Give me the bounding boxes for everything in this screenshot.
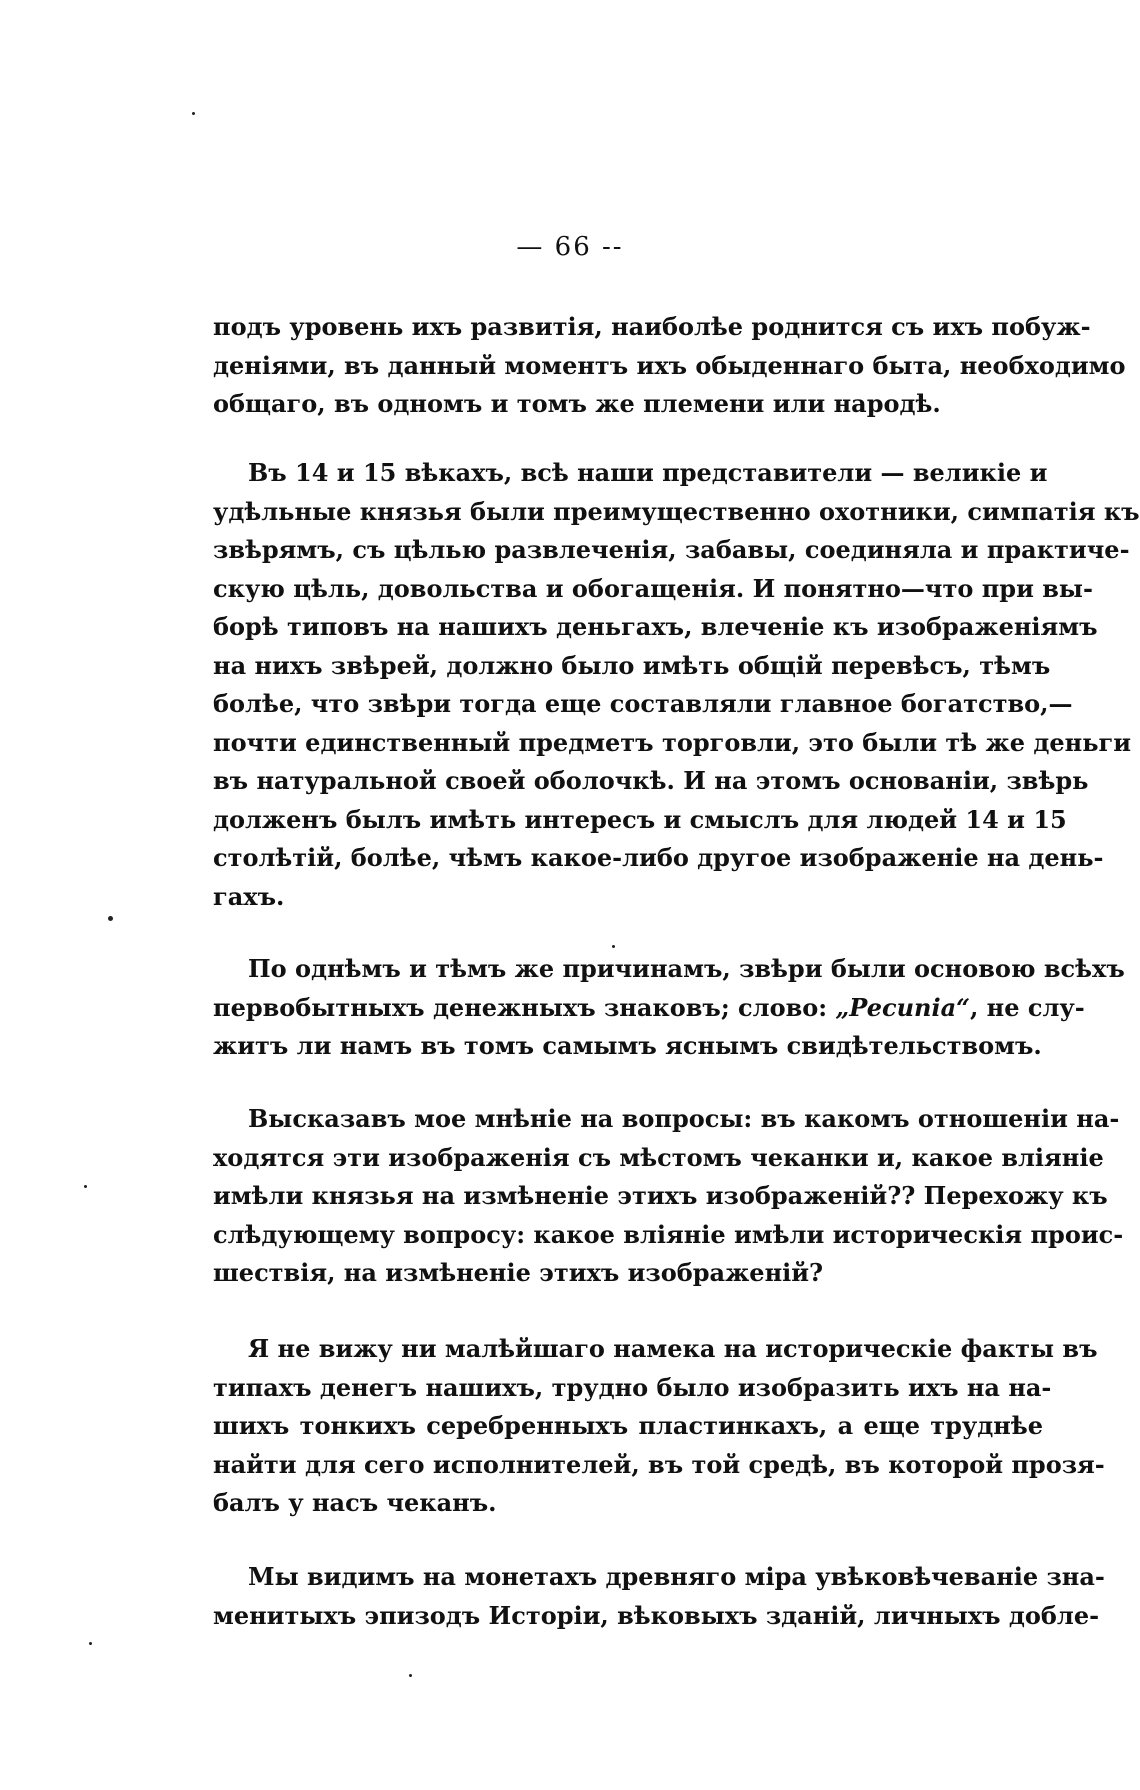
paragraph-line: Въ 14 и 15 вѣкахъ, всѣ наши представители — великіе и xyxy=(248,458,1048,487)
paragraph-line: менитыхъ эпизодъ Исторіи, вѣковыхъ зданій, личныхъ добле- xyxy=(213,1600,1100,1630)
paragraph-3 xyxy=(213,950,1125,1066)
print-speck xyxy=(612,945,615,948)
page-number: — 66 -- xyxy=(516,232,624,262)
paragraph-line: почти единственный предметъ торговли, это были тѣ же деньги xyxy=(213,727,1132,757)
print-speck xyxy=(84,1185,87,1188)
paragraph-line: звѣрямъ, съ цѣлью развлеченія, забавы, соединяла и практиче- xyxy=(213,535,1130,564)
paragraph-5 xyxy=(213,1330,1105,1523)
paragraph-line: имѣли князья на измѣненіе этихъ изображеній?? Перехожу къ xyxy=(213,1181,1108,1210)
paragraph-line xyxy=(213,989,1085,1028)
paragraph-line: деніями, въ данный моментъ ихъ обыденнаго быта, необходимо xyxy=(213,350,1126,380)
paragraph-line: въ натуральной своей оболочкѣ. И на этомъ основаніи, звѣрь xyxy=(213,766,1089,795)
paragraph-line: ходятся эти изображенія съ мѣстомъ чеканки и, какое вліяніе xyxy=(213,1142,1104,1172)
paragraph-line: борѣ типовъ на нашихъ деньгахъ, влеченіе къ изображеніямъ xyxy=(213,612,1098,641)
line-text: первобытныхъ денежныхъ знаковъ; слово: xyxy=(213,992,836,1022)
paragraph-line: житъ ли намъ въ томъ самымъ яснымъ свидѣтельствомъ. xyxy=(213,1031,1042,1060)
print-speck xyxy=(409,1674,412,1677)
paragraph-line: болѣе, что звѣри тогда еще составляли главное богатство,— xyxy=(213,689,1073,718)
paragraph-line: Высказавъ мое мнѣніе на вопросы: въ какомъ отношеніи на- xyxy=(248,1104,1120,1133)
paragraph-4 xyxy=(213,1100,1124,1293)
paragraph-line: столѣтій, болѣе, чѣмъ какое-либо другое изображеніе на день- xyxy=(213,843,1104,872)
paragraph-line: шихъ тонкихъ серебренныхъ пластинкахъ, а еще труднѣе xyxy=(213,1411,1043,1440)
paragraph-line: найти для сего исполнителей, въ той средѣ, въ которой прозя- xyxy=(213,1449,1105,1479)
paragraph-1 xyxy=(213,308,1126,424)
paragraph-line: долженъ былъ имѣть интересъ и смыслъ для людей 14 и 15 xyxy=(213,804,1067,834)
paragraph-line: на нихъ звѣрей, должно было имѣть общій перевѣсъ, тѣмъ xyxy=(213,650,1051,680)
print-speck xyxy=(192,112,195,115)
paragraph-line: типахъ денегъ нашихъ, трудно было изобразить ихъ на на- xyxy=(213,1372,1052,1402)
paragraph-line: Я не вижу ни малѣйшаго намека на историческіе факты въ xyxy=(248,1334,1098,1363)
paragraph-line: скую цѣль, довольства и обогащенія. И понятно—что при вы- xyxy=(213,573,1093,603)
paragraph-line: слѣдующему вопросу: какое вліяніе имѣли историческія проис- xyxy=(213,1219,1124,1249)
paragraph-line: удѣльные князья были преимущественно охотники, симпатія къ xyxy=(213,496,1140,526)
latin-word-pecunia: „Pecunia“ xyxy=(835,992,970,1022)
print-speck xyxy=(108,916,113,921)
line-text: , не слу- xyxy=(969,992,1085,1022)
paragraph-line: балъ у насъ чеканъ. xyxy=(213,1488,497,1517)
paragraph-6 xyxy=(213,1558,1105,1635)
paragraph-line: Мы видимъ на монетахъ древняго міра увѣковѣчеваніе зна- xyxy=(248,1562,1105,1591)
paragraph-line: подъ уровень ихъ развитія, наиболѣе роднится съ ихъ побуж- xyxy=(213,312,1091,341)
print-speck xyxy=(89,1642,92,1645)
paragraph-line: По однѣмъ и тѣмъ же причинамъ, звѣри были основою всѣхъ xyxy=(248,954,1125,983)
paragraph-line: гахъ. xyxy=(213,881,285,911)
paragraph-line: общаго, въ одномъ и томъ же племени или народѣ. xyxy=(213,389,941,418)
paragraph-line: шествія, на измѣненіе этихъ изображеній? xyxy=(213,1258,824,1287)
paragraph-2 xyxy=(213,454,1140,916)
